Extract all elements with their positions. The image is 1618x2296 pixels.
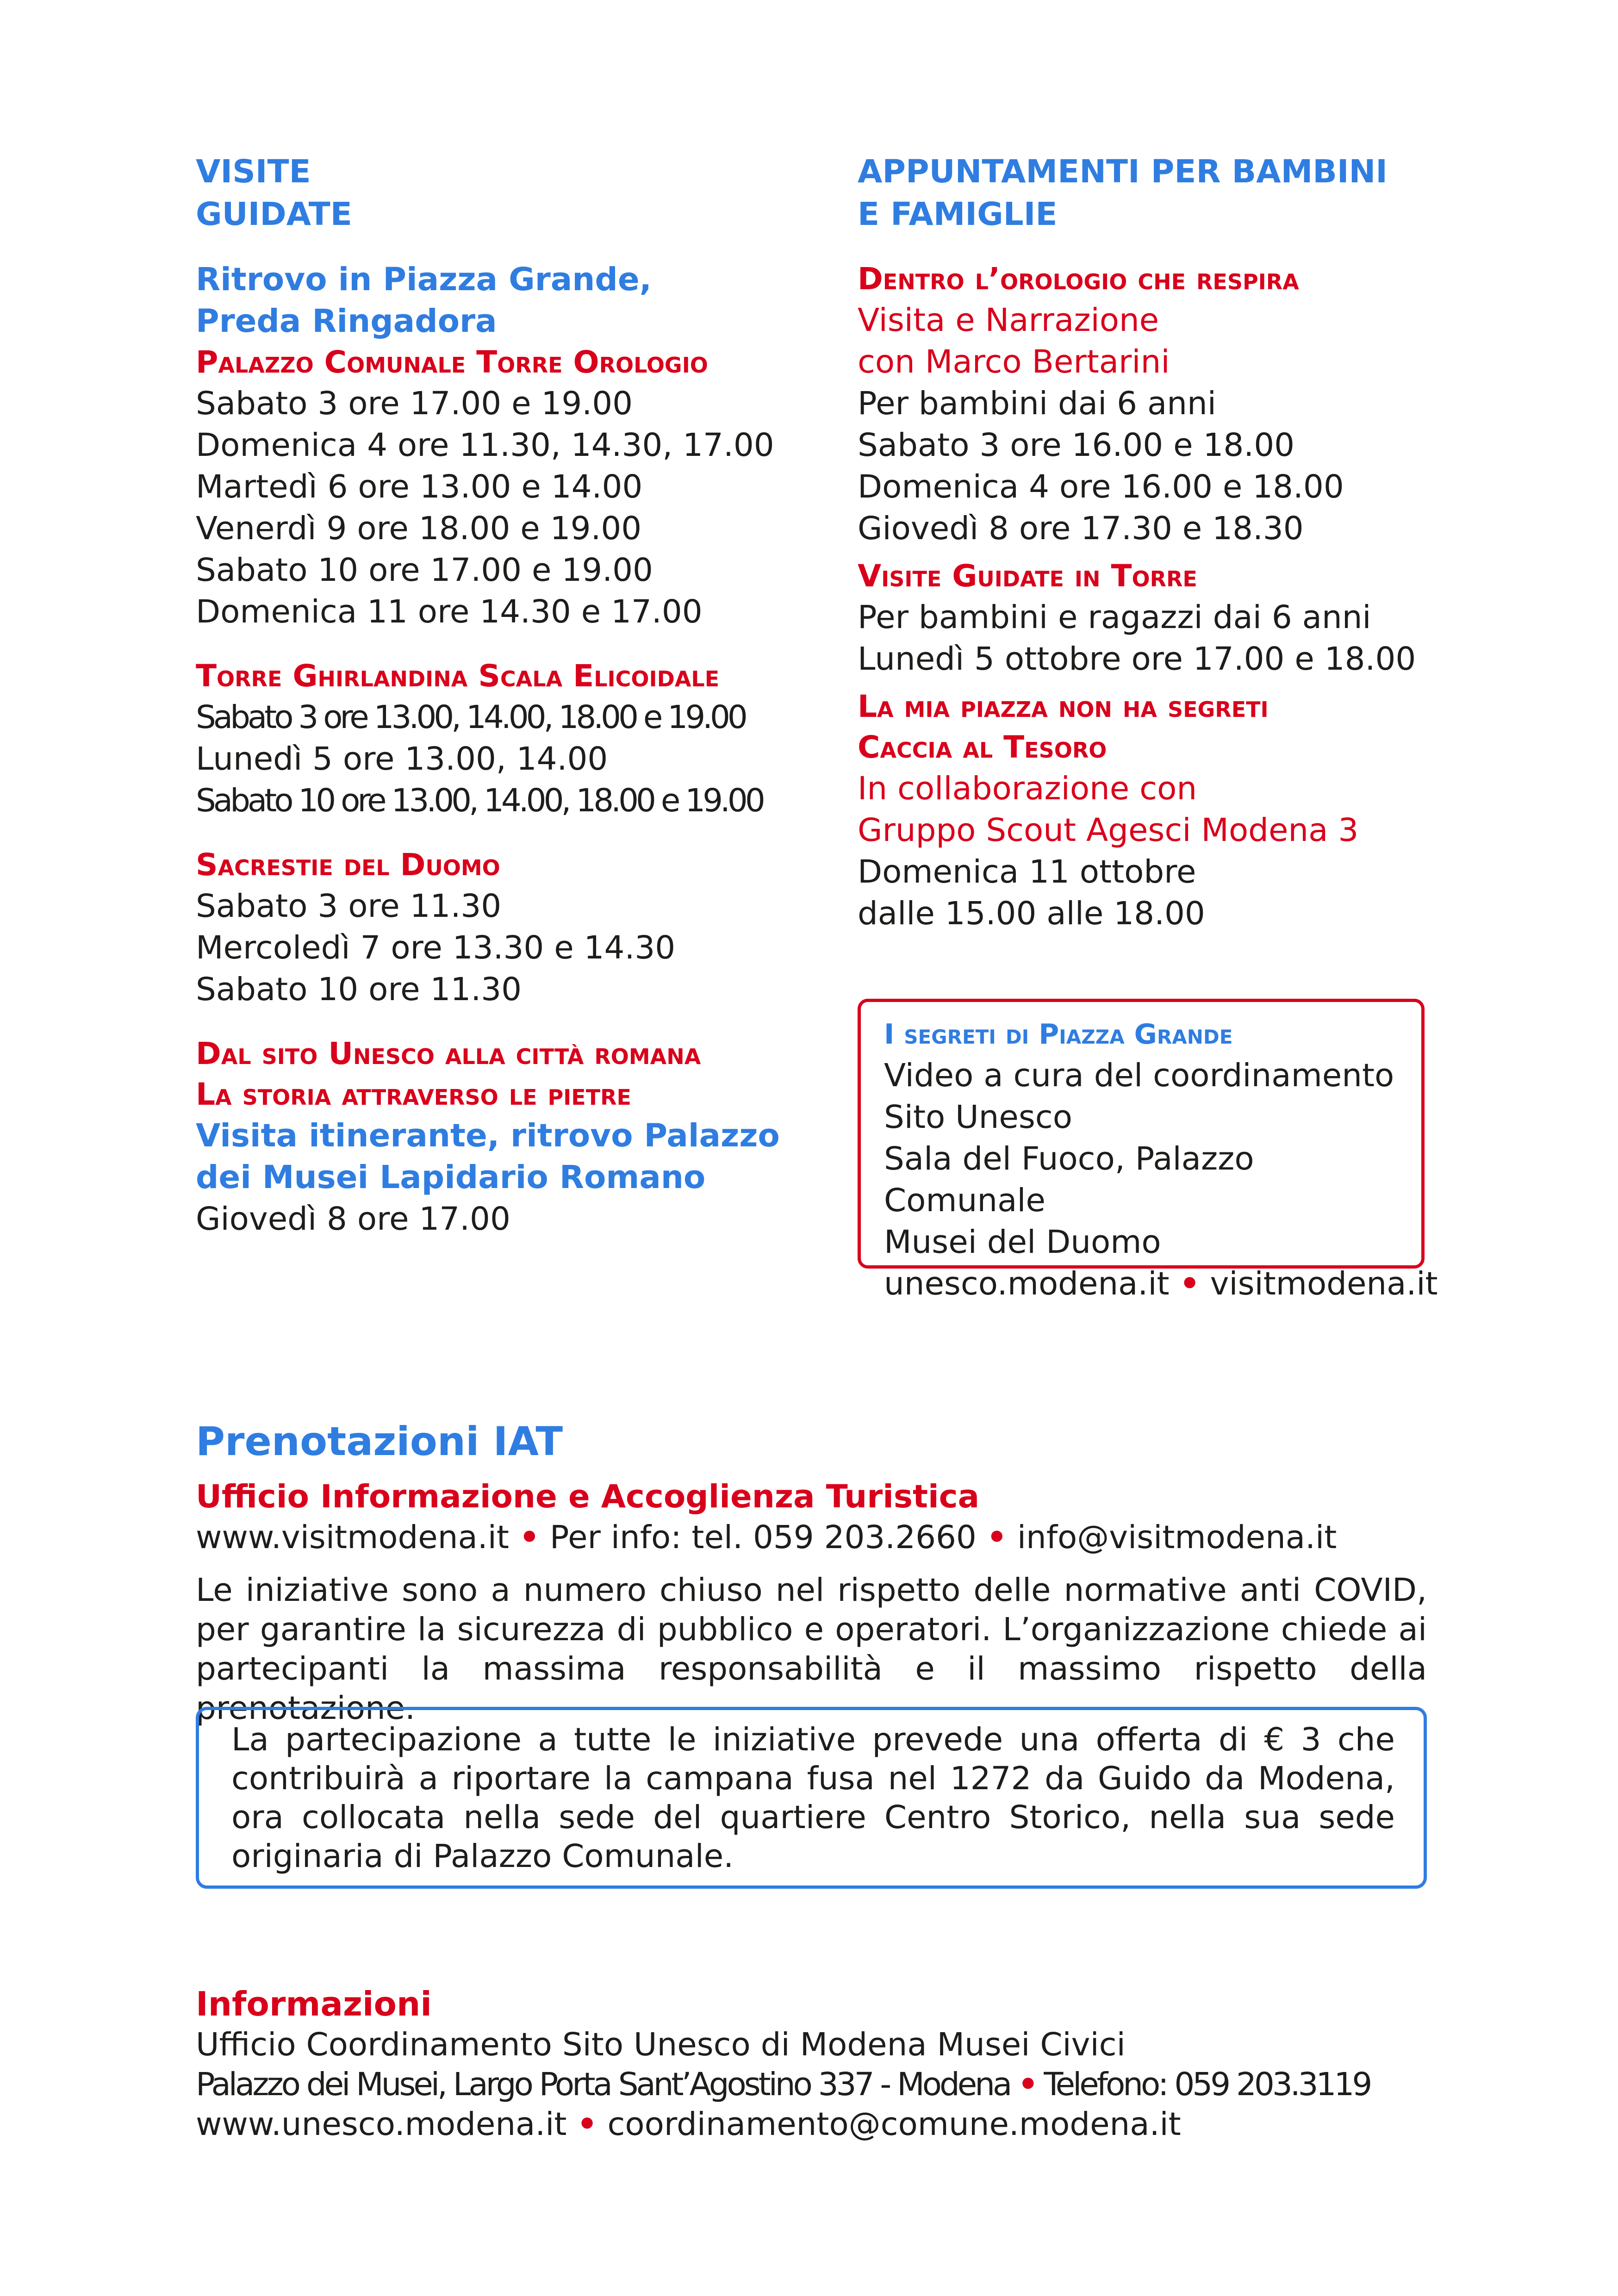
iat-title: Prenotazioni IAT (196, 1419, 563, 1465)
segreti-links (884, 1263, 1438, 1305)
informazioni-title: Informazioni (196, 1985, 432, 2023)
info-line1: Ufficio Coordinamento Sito Unesco di Modena Musei Civici (196, 2026, 1126, 2063)
segreti-heading: I segreti di Piazza Grande (884, 1018, 1233, 1051)
prenotazioni-section (196, 1416, 1427, 1728)
sacrestie-heading: Sacrestie del Duomo (196, 847, 500, 883)
schedule-line: Venerdì 9 ore 18.00 e 19.00 (196, 510, 642, 547)
orologio-heading: Dentro l’orologio che respira (858, 261, 1299, 297)
ritrovo-line2: Preda Ringadora (196, 303, 497, 340)
schedule-line: Giovedì 8 ore 17.30 e 18.30 (858, 510, 1304, 547)
iat-phone: Per info: tel. 059 203.2660 (549, 1519, 977, 1556)
ghirlandina-heading: Torre Ghirlandina Scala Elicoidale (196, 658, 720, 694)
piazza-heading: La mia piazza non ha segreti (858, 689, 1269, 724)
iat-contacts (196, 1517, 1427, 1558)
schedule-line: Domenica 4 ore 11.30, 14.30, 17.00 (196, 427, 774, 464)
offerta-text: La partecipazione a tutte le iniziative prevede una offerta di € 3 che contribuirà a riportare la campana fusa nel 1272 da Guido da Modena, ora collocata nella sede del quartiere Centro Storico, nella sua sede originaria di Palazzo Comunale. (231, 1721, 1395, 1875)
schedule-line: Domenica 11 ottobre (858, 853, 1196, 890)
bambini-title-line2: E FAMIGLIE (858, 196, 1058, 233)
torre-heading: Visite Guidate in Torre (858, 558, 1197, 594)
schedule-line: dalle 15.00 alle 18.00 (858, 895, 1205, 932)
unesco-heading: Dal sito Unesco alla città romana (196, 1036, 701, 1071)
piazza-sub1: In collaborazione con (858, 770, 1197, 807)
separator-dot: • (519, 1519, 540, 1556)
segreti-line3: Sala del Fuoco, Palazzo Comunale (884, 1140, 1254, 1219)
iat-email-link[interactable]: info@visitmodena.it (1017, 1519, 1337, 1556)
info-email-link[interactable]: coordinamento@comune.modena.it (607, 2106, 1181, 2143)
visitmodena-link[interactable]: visitmodena.it (1210, 1265, 1438, 1302)
iat-paragraph: Le iniziative sono a numero chiuso nel rispetto delle normative anti COVID, per garantire la sicurezza di pubblico e operatori. L’organizzazione chiede ai partecipanti la massima responsabilità e il massimo rispetto della prenotazione. (196, 1572, 1427, 1727)
info-address: Palazzo dei Musei, Largo Porta Sant’Agostino 337 - Modena (196, 2066, 1010, 2103)
visite-title-line2: GUIDATE (196, 196, 352, 233)
schedule-line: Lunedì 5 ore 13.00, 14.00 (196, 740, 608, 778)
iat-website-link[interactable]: www.visitmodena.it (196, 1519, 509, 1556)
schedule-line: Sabato 3 ore 11.30 (196, 888, 502, 925)
offerta-box (196, 1707, 1427, 1889)
unesco-ritrovo-line2: dei Musei Lapidario Romano (196, 1159, 706, 1196)
info-links-line (196, 2104, 1445, 2144)
palazzo-comunale-heading: Palazzo Comunale Torre Orologio (196, 344, 708, 380)
orologio-sub1: Visita e Narrazione (858, 302, 1159, 339)
schedule-line: Mercoledì 7 ore 13.30 e 14.30 (196, 929, 676, 966)
segreti-line4: Musei del Duomo (884, 1224, 1161, 1261)
info-address-line (196, 2065, 1445, 2104)
schedule-line: Martedì 6 ore 13.00 e 14.00 (196, 468, 643, 505)
schedule-line: Sabato 3 ore 16.00 e 18.00 (858, 427, 1295, 464)
schedule-line: Sabato 3 ore 13.00, 14.00, 18.00 e 19.00 (196, 699, 745, 736)
schedule-line: Lunedì 5 ottobre ore 17.00 e 18.00 (858, 641, 1416, 678)
separator-dot: • (1179, 1265, 1200, 1302)
iat-subtitle: Ufficio Informazione e Accoglienza Turistica (196, 1478, 980, 1515)
schedule-line: Sabato 3 ore 17.00 e 19.00 (196, 385, 633, 422)
orologio-sub2: con Marco Bertarini (858, 343, 1170, 380)
orologio-eta: Per bambini dai 6 anni (858, 385, 1216, 422)
unesco-subheading: La storia attraverso le pietre (196, 1076, 631, 1112)
schedule-line: Domenica 11 ore 14.30 e 17.00 (196, 593, 703, 630)
segreti-line2: Sito Unesco (884, 1099, 1072, 1136)
visite-title-line1: VISITE (196, 153, 311, 190)
separator-dot: • (986, 1519, 1007, 1556)
schedule-line: Sabato 10 ore 13.00, 14.00, 18.00 e 19.00 (196, 782, 763, 819)
ritrovo-line1: Ritrovo in Piazza Grande, (196, 261, 652, 298)
separator-dot: • (577, 2106, 597, 2143)
informazioni-section (196, 1983, 1445, 2144)
visite-guidate-column (196, 150, 816, 1240)
schedule-line: Giovedì 8 ore 17.00 (196, 1201, 510, 1238)
separator-dot: • (1018, 2066, 1036, 2103)
info-website-link[interactable]: www.unesco.modena.it (196, 2106, 567, 2143)
torre-eta: Per bambini e ragazzi dai 6 anni (858, 599, 1371, 636)
segreti-line1: Video a cura del coordinamento (884, 1057, 1394, 1094)
unesco-link[interactable]: unesco.modena.it (884, 1265, 1170, 1302)
schedule-line: Sabato 10 ore 11.30 (196, 971, 522, 1008)
bambini-title-line1: APPUNTAMENTI PER BAMBINI (858, 153, 1388, 190)
bambini-column (858, 150, 1441, 934)
info-phone: Telefono: 059 203.3119 (1044, 2066, 1370, 2103)
caccia-heading: Caccia al Tesoro (858, 729, 1107, 765)
piazza-sub2: Gruppo Scout Agesci Modena 3 (858, 812, 1359, 849)
segreti-box (858, 999, 1438, 1302)
schedule-line: Domenica 4 ore 16.00 e 18.00 (858, 468, 1344, 505)
unesco-ritrovo-line1: Visita itinerante, ritrovo Palazzo (196, 1117, 780, 1154)
schedule-line: Sabato 10 ore 17.00 e 19.00 (196, 552, 653, 589)
